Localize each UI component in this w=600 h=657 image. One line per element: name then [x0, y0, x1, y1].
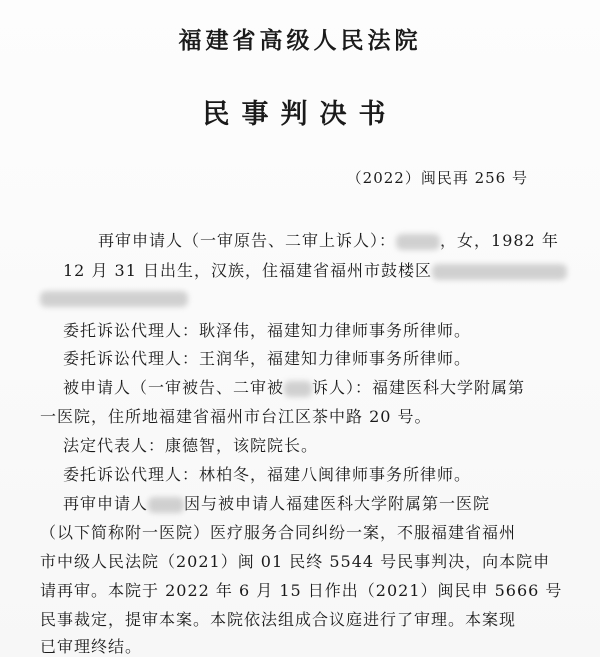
redacted-address [432, 264, 567, 280]
redacted-name [396, 234, 440, 250]
narrative-line-2: （以下简称附一医院）医疗服务合同纠纷一案，不服福建省福州 [40, 523, 517, 542]
respondent-name: 诉人）：福建医科大学附属第 [312, 378, 526, 397]
narrative-text: 因与被申请人福建医科大学附属第一医院 [184, 494, 491, 513]
narrative-applicant: 再审申请人 [63, 494, 149, 513]
redacted-text [284, 381, 312, 397]
redacted-address-continuation [40, 291, 188, 307]
legal-representative: 法定代表人：康德智，该院院长。 [63, 436, 319, 455]
applicant-line-2 [63, 258, 567, 281]
agent-3: 委托诉讼代理人：林柏冬，福建八闽律师事务所律师。 [63, 465, 472, 484]
applicant-line-1 [98, 228, 559, 251]
narrative-line-5: 民事裁定，提审本案。本院依法组成合议庭进行了审理。本案现 [40, 610, 517, 629]
case-number: （2022）闽民再 256 号 [346, 169, 528, 187]
redacted-name-2 [148, 497, 184, 513]
court-name: 福建省高级人民法院 [178, 27, 422, 54]
applicant-label: 再审申请人（一审原告、二审上诉人）： [98, 231, 397, 250]
applicant-gender-birth: ，女，1982 年 [440, 231, 559, 250]
applicant-line-3 [40, 288, 188, 307]
respondent-label: 被申请人（一审被告、二审被 [63, 378, 285, 397]
narrative-line-3: 市中级人民法院（2021）闽 01 民终 5544 号民事判决，向本院申 [40, 552, 551, 571]
narrative-line-6: 已审理终结。 [40, 637, 143, 656]
respondent-address: 一医院，住所地福建省福州市台江区茶中路 20 号。 [40, 407, 432, 426]
agent-1: 委托诉讼代理人：耿泽伟，福建知力律师事务所律师。 [63, 321, 472, 340]
applicant-address: 12 月 31 日出生，汉族，住福建省福州市鼓楼区 [63, 261, 432, 280]
agent-2: 委托诉讼代理人：王润华，福建知力律师事务所律师。 [63, 349, 472, 368]
document-type: 民事判决书 [202, 99, 398, 130]
respondent-line-1 [63, 375, 525, 398]
narrative-line-4: 请再审。本院于 2022 年 6 月 15 日作出（2021）闽民申 5666 号 [40, 581, 563, 600]
narrative-line-1 [63, 491, 490, 514]
